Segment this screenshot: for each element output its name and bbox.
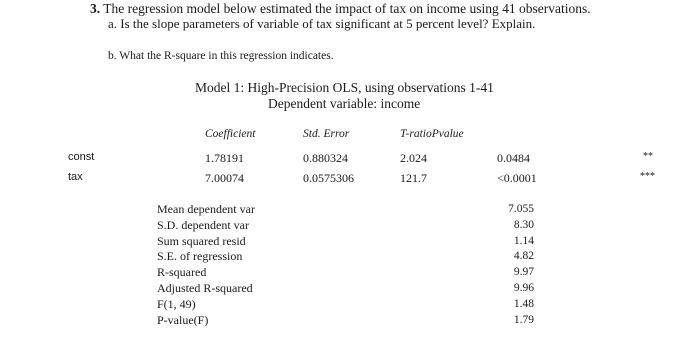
tratio-tax: 121.7 — [400, 171, 427, 185]
stats-values — [496, 202, 534, 328]
dependent-variable: Dependent variable: income — [268, 96, 421, 111]
stat-value: 9.96 — [513, 281, 534, 294]
model-title: Model 1: High-Precision OLS, using observations 1-41 — [195, 80, 494, 95]
header-std-error: Std. Error — [303, 128, 350, 140]
question-text: The regression model below estimated the impact of tax on income using 41 observations. — [103, 1, 591, 16]
stars-const: ** — [643, 151, 653, 162]
question-part-b: b. What the R-square in this regression indicates. — [108, 50, 334, 62]
stat-value: 8.30 — [513, 218, 534, 231]
stat-label: R-squared — [157, 265, 207, 280]
tratio-const: 2.024 — [400, 151, 427, 165]
stat-value: 9.97 — [513, 266, 534, 279]
stars-tax: *** — [640, 171, 655, 182]
coef-const: 1.78191 — [205, 151, 244, 165]
stat-label: P-value(F) — [157, 312, 209, 327]
pvalue-tax: <0.0001 — [497, 171, 537, 185]
stat-label: Mean dependent var — [157, 202, 255, 216]
stat-label: Adjusted R-squared — [157, 280, 253, 295]
header-t-ratio-pvalue: T-ratioPvalue — [400, 128, 464, 140]
stat-label: S.D. dependent var — [157, 217, 249, 232]
stat-value: 1.48 — [513, 297, 534, 310]
stats-labels — [157, 202, 255, 328]
stat-label: S.E. of regression — [157, 249, 243, 264]
pvalue-const: 0.0484 — [497, 151, 530, 165]
stat-value: 1.79 — [513, 313, 534, 326]
stat-label: Sum squared resid — [157, 233, 246, 248]
stderr-const: 0.880324 — [303, 151, 348, 165]
stat-label: F(1, 49) — [157, 296, 196, 311]
stderr-tax: 0.0575306 — [303, 171, 354, 185]
stat-value: 4.82 — [513, 250, 534, 263]
coef-tax: 7.00074 — [205, 171, 244, 185]
question-number: 3. — [90, 1, 101, 16]
row-name-tax: tax — [68, 171, 83, 183]
stat-value: 7.055 — [508, 203, 534, 215]
question-title — [90, 1, 591, 17]
stat-value: 1.14 — [513, 234, 534, 247]
header-coefficient: Coefficient — [205, 128, 256, 140]
row-name-const: const — [68, 151, 95, 163]
question-part-a: a. Is the slope parameters of variable of tax significant at 5 percent level? Explain. — [108, 16, 536, 31]
